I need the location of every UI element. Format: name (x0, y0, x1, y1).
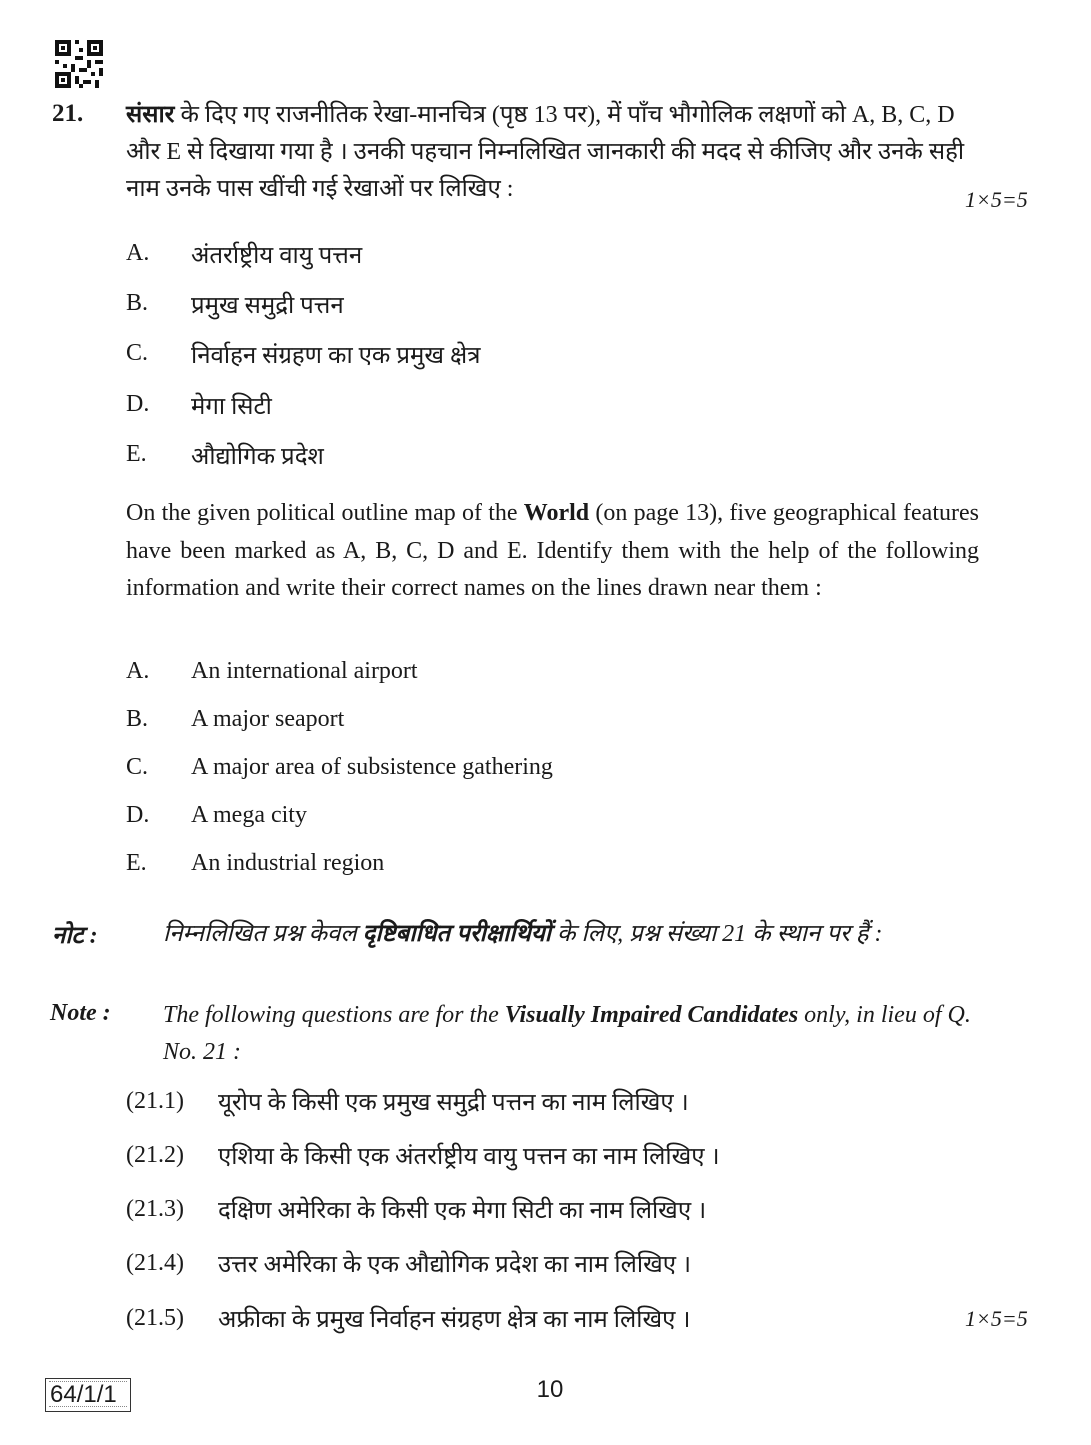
sub-marks-allocation: 1×5=5 (965, 1306, 1028, 1331)
sub-question-number: (21.2) (126, 1142, 184, 1168)
english-intro-after: (on page 13), five geographical features have been marked as A, B, C, D and E. Identify them with the help of the following information and write their correct names on the lines drawn near them : (126, 500, 979, 601)
hindi-note-before: निम्नलिखित प्रश्न केवल (163, 921, 363, 947)
english-item-letter: D. (126, 802, 150, 828)
hindi-note-label: नोट : (52, 923, 98, 949)
hindi-note-after: के लिए, प्रश्न संख्या 21 के स्थान पर हैं : (550, 921, 883, 947)
english-item-text: A mega city (191, 802, 307, 828)
english-bold-word: World (523, 500, 590, 526)
hindi-item-text: अंतर्राष्ट्रीय वायु पत्तन (191, 243, 363, 269)
english-item-letter: E. (126, 850, 147, 876)
sub-question-text: उत्तर अमेरिका के एक औद्योगिक प्रदेश का नाम लिखिए । (218, 1252, 692, 1278)
sub-question-number: (21.5) (126, 1305, 184, 1331)
hindi-bold-word: संसार (126, 102, 175, 128)
hindi-note-text (163, 916, 980, 953)
sub-question-text: दक्षिण अमेरिका के किसी एक मेगा सिटी का नाम लिखिए । (218, 1198, 707, 1224)
hindi-question-intro (126, 97, 979, 208)
paper-code-box (45, 1378, 131, 1412)
hindi-note-bold: दृष्टिबाधित परीक्षार्थियों (362, 921, 551, 947)
sub-question-number: (21.1) (126, 1088, 184, 1114)
paper-code: 64/1/1 (50, 1381, 117, 1408)
hindi-item-letter: D. (126, 391, 150, 417)
hindi-item-letter: B. (126, 290, 149, 316)
hindi-item-text: प्रमुख समुद्री पत्तन (191, 293, 344, 319)
question-number: 21. (52, 100, 84, 127)
hindi-item-letter: A. (126, 240, 150, 266)
hindi-intro-text: के दिए गए राजनीतिक रेखा-मानचित्र (पृष्ठ 13 पर), में पाँच भौगोलिक लक्षणों को A, B, C, D और E से दिखाया गया है । उनकी पहचान निम्नलिखित जानकारी की मदद से कीजिए और उनके सही नाम उनके पास खींची गई रेखाओं पर लिखिए : (126, 102, 965, 202)
english-note-text (163, 997, 980, 1071)
english-item-text: A major seaport (191, 706, 345, 732)
hindi-item-letter: C. (126, 340, 149, 366)
english-item-letter: C. (126, 754, 149, 780)
english-question-intro (126, 495, 979, 608)
marks-allocation: 1×5=5 (965, 187, 1028, 212)
hindi-item-text: औद्योगिक प्रदेश (191, 444, 324, 470)
hindi-item-text: निर्वाहन संग्रहण का एक प्रमुख क्षेत्र (191, 343, 481, 369)
english-item-text: An international airport (191, 658, 418, 684)
english-item-letter: A. (126, 658, 150, 684)
sub-question-text: अफ्रीका के प्रमुख निर्वाहन संग्रहण क्षेत्र का नाम लिखिए । (218, 1307, 691, 1333)
sub-question-text: यूरोप के किसी एक प्रमुख समुद्री पत्तन का नाम लिखिए । (218, 1090, 689, 1116)
english-item-text: An industrial region (191, 850, 385, 876)
sub-question-number: (21.4) (126, 1250, 184, 1276)
english-note-bold: Visually Impaired Candidates (504, 1002, 799, 1028)
sub-question-number: (21.3) (126, 1196, 184, 1222)
english-note-after: only, in lieu of Q. No. 21 : (163, 1002, 971, 1065)
english-note-before: The following questions are for the (163, 1002, 505, 1028)
english-item-letter: B. (126, 706, 149, 732)
hindi-item-text: मेगा सिटी (191, 394, 272, 420)
english-intro-before: On the given political outline map of the (126, 500, 524, 526)
english-item-text: A major area of subsistence gathering (191, 754, 553, 780)
english-note-label: Note : (50, 1000, 111, 1026)
sub-question-text: एशिया के किसी एक अंतर्राष्ट्रीय वायु पत्तन का नाम लिखिए । (218, 1144, 720, 1170)
hindi-item-letter: E. (126, 441, 147, 467)
qr-code-icon (55, 40, 103, 88)
page-number: 10 (536, 1376, 564, 1403)
